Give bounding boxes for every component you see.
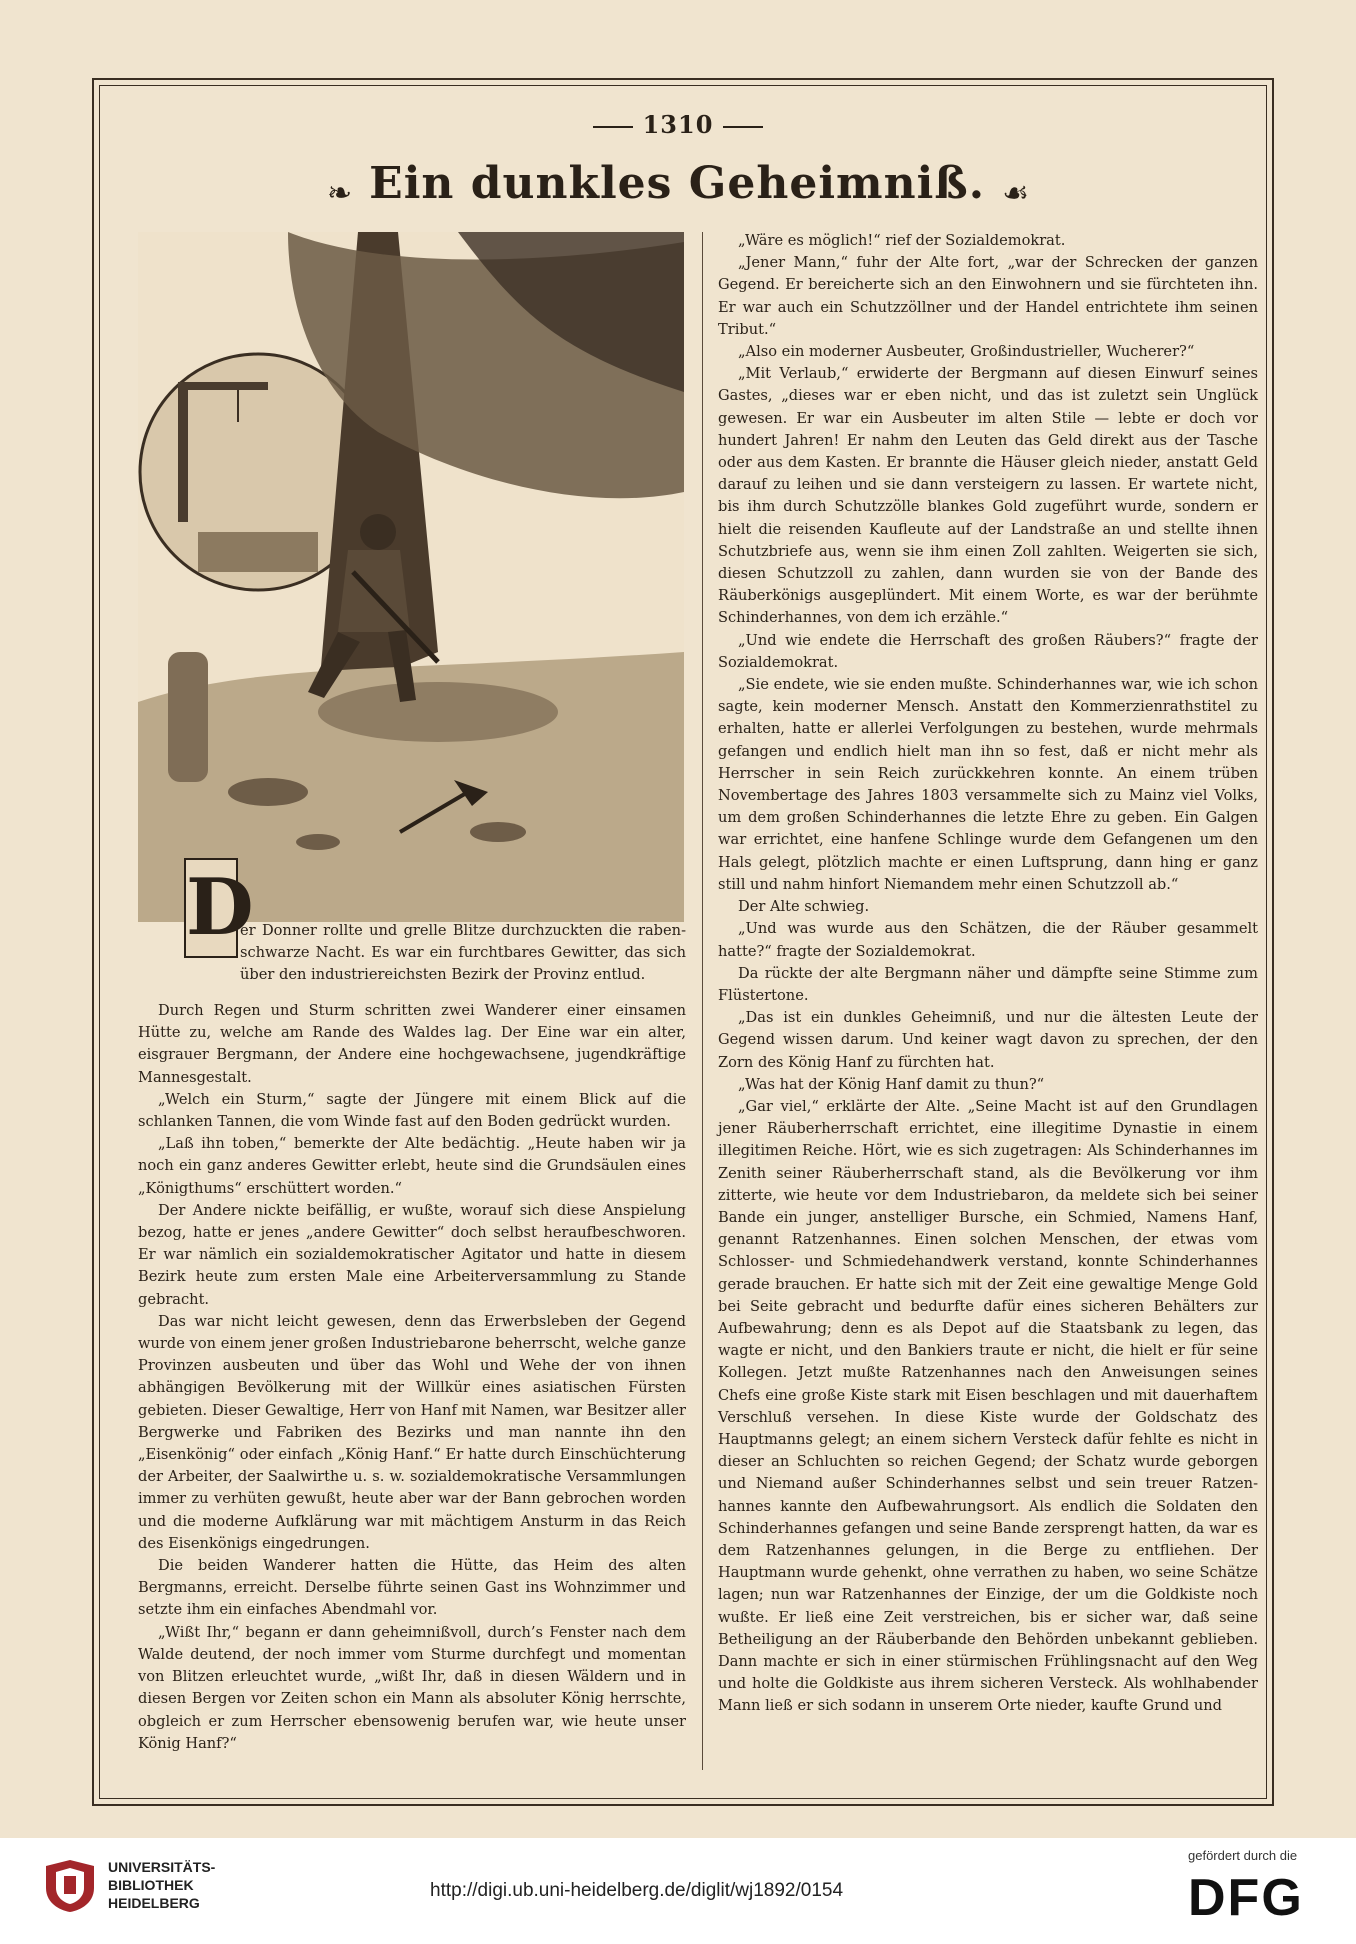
column-divider [702, 232, 703, 1770]
paragraph: Der Alte schwieg. [738, 898, 870, 916]
right-column [718, 230, 1258, 1718]
drop-cap: D [184, 858, 238, 958]
paragraph: „Also ein moderner Ausbeuter, Großindustrieller, Wucherer?“ [738, 343, 1195, 361]
paragraph: „Was hat der König Hanf damit zu thun?“ [738, 1075, 1045, 1093]
paragraph: „Und was wurde aus den Schätzen, die der Räuber gesammelt hatte?“ fragte der Sozialdemokrat. [718, 920, 1258, 960]
paragraph: Das war nicht leicht gewesen, denn das Erwerbsleben der Gegend wurde von einem jener großen Industriebarone beherrscht, welche ganze Provinzen ausbeuten und über das Wohl und Wehe der von ihnen abhängigen Bevölkerung mit der Willkür eines asiatischen Fürsten gebieten. Dieser Gewaltige, Herr von Hanf mit Namen, war Besitzer aller Bergwerke und Fabriken des Bezirks und man nannte ihn den „Eisenkönig“ oder einfach „König Hanf.“ Er hatte durch Einschüchterung der Arbeiter, der Saalwirthe u. s. w. sozialdemokratische Versammlungen immer zu verhüten gewußt, heute aber war der Bann gebrochen worden und die moderne Aufklärung war mit mächtigem Ansturm in das Reich des Eisenkönigs eingedrungen. [138, 1312, 686, 1552]
paragraph: „Und wie endete die Herrschaft des großen Räubers?“ fragte der Sozialdemokrat. [718, 631, 1258, 671]
footer-bar [0, 1838, 1356, 1944]
paragraph: „Jener Mann,“ fuhr der Alte fort, „war der Schrecken der ganzen Gegend. Er bereicherte sich an den Einwohnern und sie fürchteten ihn. Er war auch ein Schutzzöllner und der Handel entrichtete ihm seinen Tribut.“ [718, 254, 1258, 338]
paragraph: Durch Regen und Sturm schritten zwei Wanderer einer einsamen Hütte zu, welche am Rande des Waldes lag. Der Eine war ein alter, eisgrauer Bergmann, der Andere eine hochgewachsene, jugendkräftige Mannesgestalt. [138, 1002, 686, 1086]
source-url-link[interactable]: http://digi.ub.uni-heidelberg.de/diglit/wj1892/0154 [430, 1880, 844, 1901]
paragraph: „Welch ein Sturm,“ sagte der Jüngere mit einem Blick auf die schlanken Tannen, die vom Winde fast auf den Boden gedrückt wurden. [138, 1090, 686, 1131]
paragraph: „Wißt Ihr,“ begann er dann geheimnißvoll, durch’s Fenster nach dem Walde deutend, der noch immer vom Sturme durchfegt und momentan von Blitzen erleuchtet wurde, „wißt Ihr, daß in diesen Wäldern und in diesen Bergen vor Zeiten schon ein Mann als absoluter König herrschte, obgleich er zum Herrscher ebensowenig berufen war, wie heute unser König Hanf?“ [138, 1623, 686, 1752]
woodcut-illustration [138, 232, 684, 922]
paragraph: „Wäre es möglich!“ rief der Sozialdemokrat. [738, 232, 1066, 249]
page-number: 1310 [0, 110, 1356, 139]
article-title: Ein dunkles Geheimniß. [369, 158, 986, 209]
paragraph: „Sie endete, wie sie enden mußte. Schinderhannes war, wie ich schon sagte, kein moderner Mensch. Anstatt den Kommerzienrathstitel zu erhalten, hatte er allerlei Verfolgungen zu bestehen, wurde mehrmals gefangen und endlich hielt man ihn so fest, daß er nicht mehr als Herrscher in sein Reich zurückkehren konnte. An einem trüben Novembertage des Jahres 1803 versammelte sich zu Mainz viel Volks, um dem großen Schinderhannes die letzte Ehre zu geben. Ein Galgen war errichtet, eine hanfene Schlinge wurde dem Gefangenen um den Hals gelegt, plötzlich machte er einen Luftsprung, dann hing er ganz still und nahm hinfort Niemandem mehr einen Schutzzoll ab.“ [718, 676, 1258, 893]
left-ornament-icon: ❧ [326, 176, 353, 211]
article-title-row [0, 158, 1356, 211]
paragraph: „Laß ihn toben,“ bemerkte der Alte bedächtig. „Heute haben wir ja noch ein ganz anderes Gewitter erlebt, heute sind die Grundsäulen eines „Königthums“ erschüttert worden.“ [138, 1135, 686, 1197]
intro-paragraph: er Donner rollte und grelle Blitze durchzuckten die rabenschwarze Nacht. Es war ein furchtbares Gewitter, das sich über den industriereichsten Bezirk der Provinz entlud. [240, 922, 686, 984]
library-name: UNIVERSITÄTS- BIBLIOTHEK HEIDELBERG [108, 1859, 216, 1911]
paragraph: „Das ist ein dunkles Geheimniß, und nur die ältesten Leute der Gegend wissen darum. Und keiner wagt davon zu sprechen, der den Zorn des König Hanf zu fürchten hat. [718, 1009, 1258, 1071]
paragraph: „Mit Verlaub,“ erwiderte der Bergmann auf diesen Einwurf seines Gastes, „dieses war er eben nicht, und das ist zuletzt sein Unglück gewesen. Er war ein Ausbeuter im alten Stile — lebte er doch vor hundert Jahren! Er nahm den Leuten das Geld direkt aus der Tasche oder aus dem Kasten. Er brannte die Häuser gleich nieder, anstatt Geld darauf zu leihen und sie dann versteigern zu lassen. Er wartete nicht, bis ihm durch Schutzzölle blankes Gold zugeführt wurde, sondern er hielt die reisenden Kaufleute auf der Landstraße an und stellte ihnen Schutzbriefe aus, wenn sie ihm einen Zoll zahlten. Weigerten sie sich, diesen Schutzzoll zu zahlen, dann wurden sie von der Bande des Räuberkönigs ausgeplündert. Mit einem Worte, es war der berühmte Schinderhannes, von dem ich erzähle.“ [718, 365, 1258, 627]
funder-label: gefördert durch die [1188, 1848, 1298, 1863]
left-column [138, 1000, 686, 1755]
paragraph: „Gar viel,“ erklärte der Alte. „Seine Macht ist auf den Grundlagen jener Räuberherrschaft errichtet, eine illegitime Dynastie in einem illegitimen Reiche. Hört, wie es sich zugetragen: Als Schinderhannes im Zenith seiner Räuberherrschaft stand, als die Bevölkerung vor ihm zitterte, wie heute vor dem Industriebaron, da meldete sich bei seiner Bande ein junger, anstelliger Bursche, ein Schmied, Namens Hanf, genannt Ratzenhannes. Einen solchen Menschen, der etwas vom Schlosser- und Schmiedehandwerk verstand, konnte Schinderhannes gerade brauchen. Er hatte sich mit der Zeit eine gewaltige Menge Gold bei Seite gebracht und bedurfte dafür eines sicheren Behälters zur Aufbewahrung; denn es als Depot auf die Staatsbank zu legen, das wagte er nicht, und den Bankiers traute er nicht, die hielt er für seine Kollegen. Jetzt mußte Ratzenhannes nach den Anweisungen seines Chefs eine große Kiste stark mit Eisen beschlagen und mit dauerhaftem Verschluß versehen. In diese Kiste wurde der Goldschatz des Hauptmanns gelegt; an einem sichern Versteck dafür fehlte es nicht in dieser an Schluchten so reichen Gegend; der Schatz wurde geborgen und Niemand außer Schinderhannes selbst und sein treuer Ratzenhannes kannte den Aufbewahrungsort. Als endlich die Soldaten den Schinderhannes gefangen und seine Bande zersprengt hatten, da war es dem Ratzenhannes gelungen, in die Berge zu entfliehen. Der Hauptmann wurde gehenkt, ohne verrathen zu haben, wo seine Schätze lagen; nun war Ratzenhannes der Einzige, der um die Goldkiste noch wußte. Er ließ eine Zeit verstreichen, bis er sicher war, daß seine Betheiligung an der Räuberbande den Behörden unbekannt geblieben. Dann machte er sich in einer stürmischen Frühlingsnacht auf den Weg und holte die Goldkiste aus ihrem sicheren Versteck. Als wohlhabender Mann ließ er sich sodann in unserem Orte nieder, kaufte Grund und [718, 1097, 1258, 1715]
paragraph: Die beiden Wanderer hatten die Hütte, das Heim des alten Bergmanns, erreicht. Derselbe führte seinen Gast ins Wohnzimmer und setzte ihm ein einfaches Abendmahl vor. [138, 1557, 686, 1619]
right-ornament-icon: ☙ [1002, 176, 1030, 211]
paragraph: Da rückte der alte Bergmann näher und dämpfte seine Stimme zum Flüstertone. [718, 964, 1258, 1004]
paragraph: Der Andere nickte beifällig, er wußte, worauf sich diese Anspielung bezog, hatte er jenes „andere Gewitter“ doch selbst heraufbeschworen. Er war nämlich ein sozialdemokratischer Agitator und hatte in diesem Bezirk heute zum ersten Male eine Arbeiterversammlung zu Stande gebracht. [138, 1201, 686, 1308]
university-seal-icon [42, 1858, 98, 1914]
dfg-logo: DFG [1188, 1869, 1304, 1927]
